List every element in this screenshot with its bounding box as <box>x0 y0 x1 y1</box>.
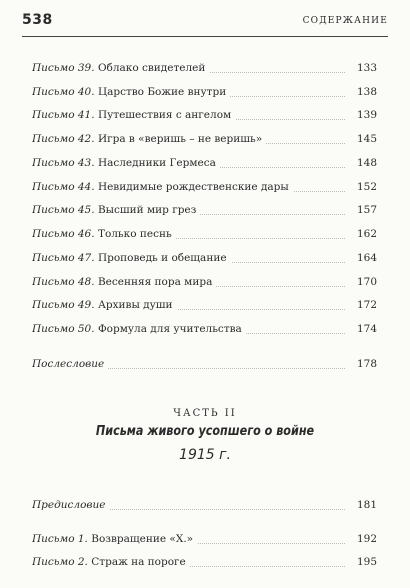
toc-label: Письмо 46. <box>32 228 95 240</box>
toc-page: 145 <box>353 130 377 148</box>
toc-entry <box>32 154 377 172</box>
toc-label: Письмо 42. <box>32 133 95 145</box>
toc-page: 195 <box>353 553 377 571</box>
toc-page: 170 <box>353 273 377 291</box>
toc-page: 172 <box>353 296 377 314</box>
toc-page: 181 <box>353 496 377 514</box>
toc-entry <box>32 106 377 124</box>
toc-label: Письмо 44. <box>32 181 95 193</box>
toc-label: Письмо 50. <box>32 323 95 335</box>
toc-page: 157 <box>353 201 377 219</box>
toc-title: Царство Божие внутри <box>97 86 227 98</box>
toc-label: Письмо 40. <box>32 86 95 98</box>
page-number: 538 <box>22 12 53 28</box>
toc-entry <box>32 178 377 196</box>
toc-label: Послесловие <box>32 358 105 370</box>
toc-entry <box>32 249 377 267</box>
toc-page: 152 <box>353 178 377 196</box>
page-header <box>22 10 388 37</box>
toc-label: Письмо 1. <box>32 533 88 545</box>
toc-title: Формула для учительства <box>97 323 242 335</box>
toc-title: Высший мир грез <box>97 204 197 216</box>
toc-label: Письмо 45. <box>32 204 95 216</box>
toc-entry <box>32 296 377 314</box>
toc-label: Предисловие <box>32 499 106 511</box>
toc-title: Весенняя пора мира <box>97 276 213 288</box>
toc-title: Возвращение «Х.» <box>91 533 194 545</box>
toc-title: Страж на пороге <box>91 556 186 568</box>
toc-entry <box>32 225 377 243</box>
toc-title: Путешествия с ангелом <box>97 109 232 121</box>
toc-page: 133 <box>353 59 377 77</box>
toc-page: 162 <box>353 225 377 243</box>
toc-entry <box>32 83 377 101</box>
toc-page: 164 <box>353 249 377 267</box>
toc-label: Письмо 41. <box>32 109 95 121</box>
toc-label: Письмо 48. <box>32 276 95 288</box>
toc-title: Проповедь и обещание <box>97 252 227 264</box>
toc-entry <box>32 130 377 148</box>
toc-title: Только песнь <box>97 228 172 240</box>
toc-title: Наследники Гермеса <box>97 157 216 169</box>
toc-entry <box>32 320 377 338</box>
toc-entry <box>32 59 377 77</box>
toc-label: Письмо 43. <box>32 157 95 169</box>
toc-title: Игра в «веришь – не веришь» <box>97 133 263 145</box>
toc-entry <box>32 273 377 291</box>
toc-page: 178 <box>353 355 377 373</box>
toc-label: Письмо 39. <box>32 62 95 74</box>
part-label: ЧАСТЬ II <box>173 408 237 419</box>
toc-page: 192 <box>353 530 377 548</box>
toc-entry <box>32 553 377 571</box>
part-year: 1915 г. <box>179 447 231 463</box>
toc-label: Письмо 49. <box>32 299 95 311</box>
part-title: Письма живого усопшего о войне <box>95 424 315 439</box>
toc-label: Письмо 47. <box>32 252 95 264</box>
toc-title: Облако свидетелей <box>97 62 206 74</box>
toc-label: Письмо 2. <box>32 556 88 568</box>
running-head: СОДЕРЖАНИЕ <box>302 16 388 26</box>
toc-afterword <box>32 355 377 373</box>
toc-page: 139 <box>353 106 377 124</box>
toc-preface <box>32 496 377 514</box>
toc-title: Невидимые рождественские дары <box>97 181 289 193</box>
toc-entry <box>32 201 377 219</box>
toc-page: 148 <box>353 154 377 172</box>
toc-title: Архивы души <box>97 299 173 311</box>
toc-page: 174 <box>353 320 377 338</box>
toc-entry <box>32 530 377 548</box>
toc-page: 138 <box>353 83 377 101</box>
